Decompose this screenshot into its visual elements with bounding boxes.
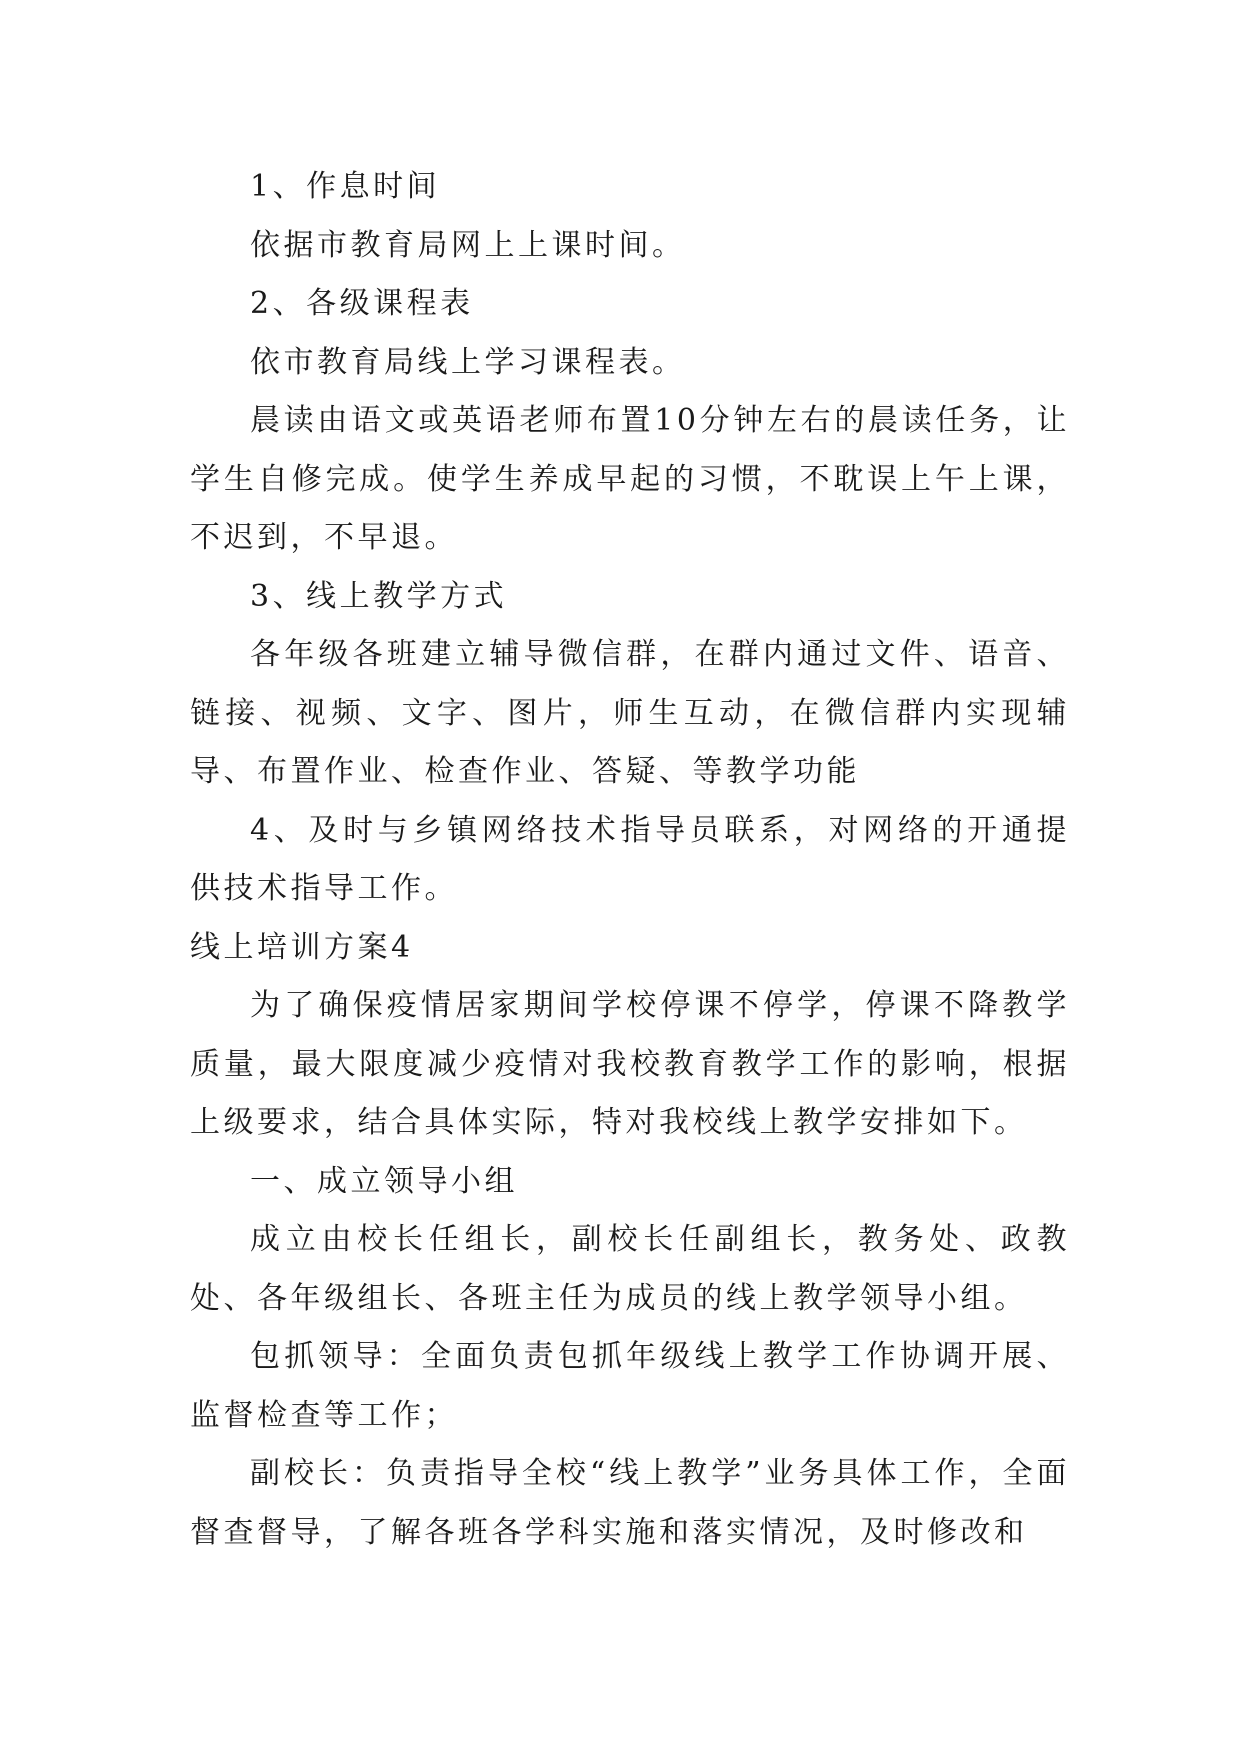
- paragraph-timetable-heading: 2、各级课程表: [250, 286, 474, 321]
- paragraph-network-support: 4、及时与乡镇网络技术指导员联系，对网络的开通提供技术指导工作。: [190, 812, 1070, 906]
- paragraph-schedule-text: 依据市教育局网上上课时间。: [250, 227, 686, 263]
- paragraph-lead-duty: 包抓领导：全面负责包抓年级线上教学工作协调开展、监督检查等工作；: [190, 1339, 1070, 1433]
- paragraph-leadership-heading: 一、成立领导小组: [250, 1163, 518, 1199]
- paragraph-intro: 为了确保疫情居家期间学校停课不停学，停课不降教学质量，最大限度减少疫情对我校教育教学工作的影响，根据上级要求，结合具体实际，特对我校线上教学安排如下。: [190, 988, 1070, 1140]
- document-body: [190, 158, 1070, 1562]
- paragraph-schedule-heading: 1、作息时间: [250, 169, 441, 204]
- paragraph-teaching-method-text: 各年级各班建立辅导微信群，在群内通过文件、语音、链接、视频、文字、图片，师生互动，在微信群内实现辅导、布置作业、检查作业、答疑、等教学功能: [190, 637, 1070, 789]
- paragraph-leadership-members: 成立由校长任组长，副校长任副组长，教务处、政教处、各年级组长、各班主任为成员的线上教学领导小组。: [190, 1222, 1070, 1316]
- paragraph-vice-principal-duty: 副校长：负责指导全校“线上教学”业务具体工作，全面督查督导，了解各班各学科实施和落实情况，及时修改和: [190, 1456, 1070, 1550]
- paragraph-morning-reading: 晨读由语文或英语老师布置10分钟左右的晨读任务，让学生自修完成。使学生养成早起的习惯，不耽误上午上课，不迟到，不早退。: [190, 403, 1070, 555]
- section-title: 线上培训方案4: [190, 929, 414, 965]
- paragraph-teaching-method-heading: 3、线上教学方式: [250, 578, 508, 614]
- paragraph-timetable-text: 依市教育局线上学习课程表。: [250, 344, 686, 380]
